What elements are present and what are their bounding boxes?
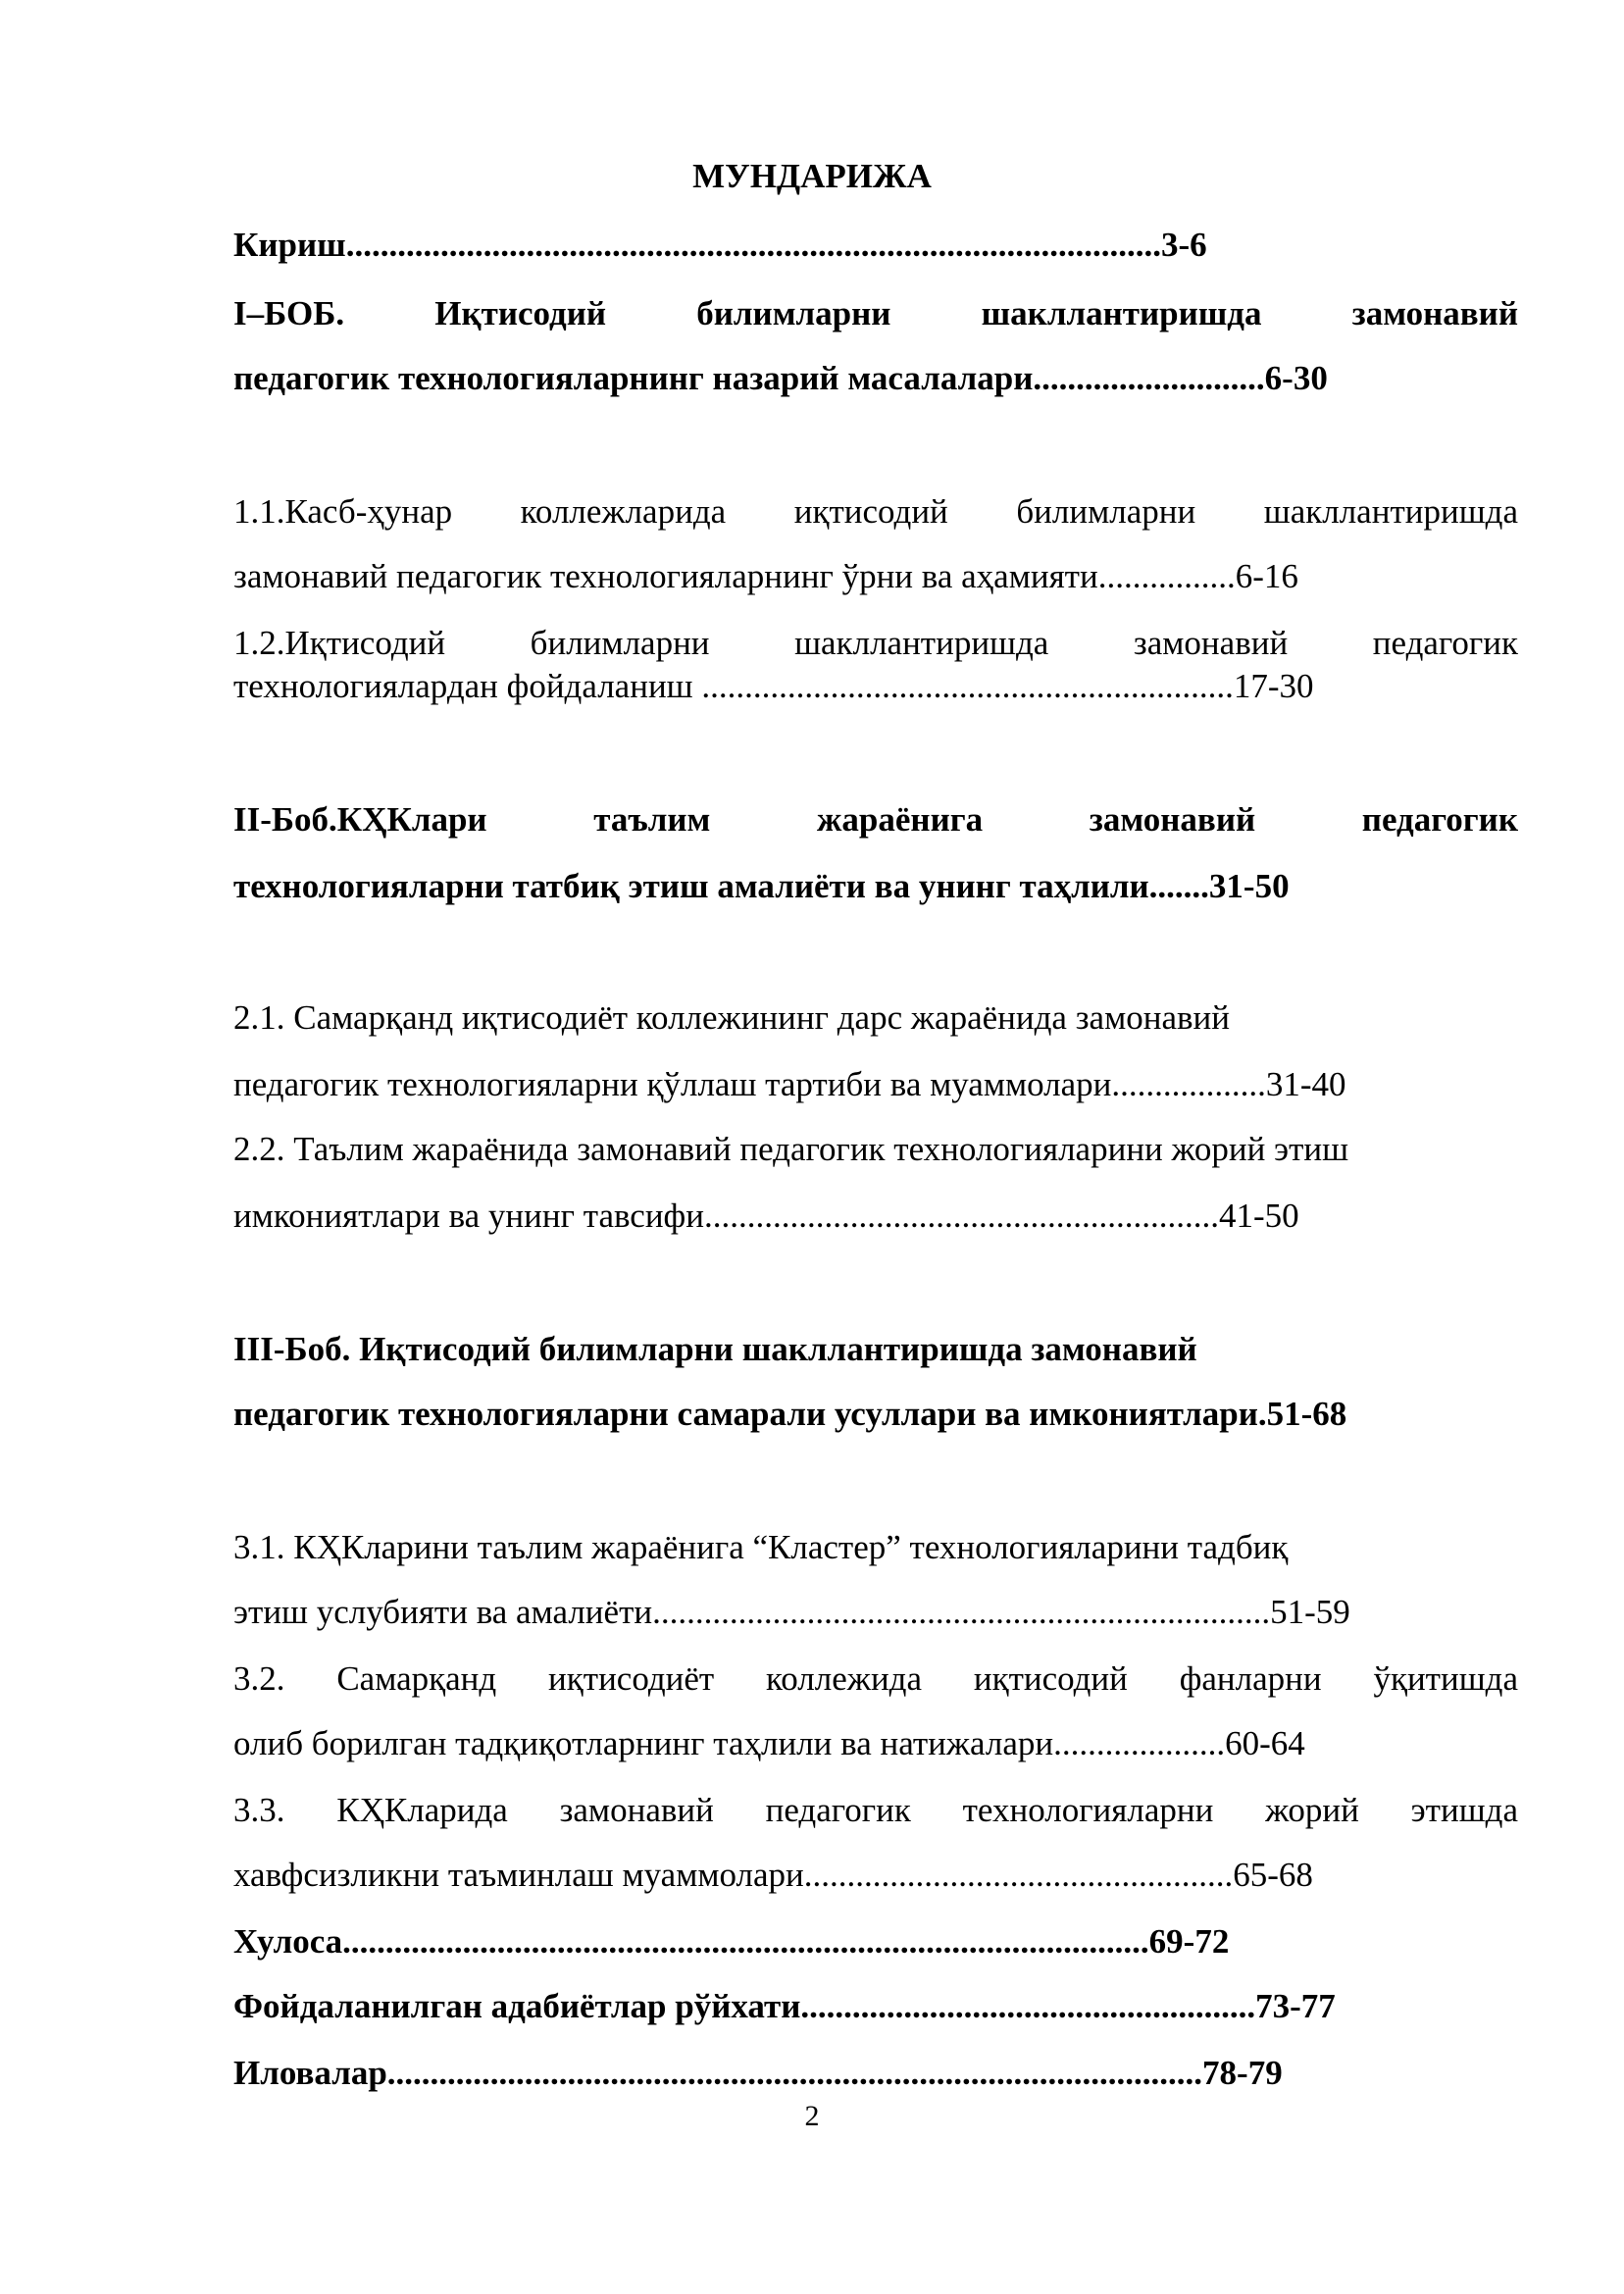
toc-section-3-3-line-1: 3.3. КҲКларида замонавий педагогик технологияларни жорий этишда: [233, 1791, 1518, 1829]
toc-section-1-2-line-2: технологиялардан фойдаланиш ..............................................................17-30: [233, 667, 1314, 705]
toc-section-3-2-line-1: 3.2. Самарқанд иқтисодиёт коллежида иқтисодий фанларни ўқитишда: [233, 1659, 1518, 1698]
toc-section-2-1-line-1: 2.1. Самарқанд иқтисодиёт коллежининг дарс жараёнида замонавий: [233, 998, 1230, 1037]
toc-section-3-1-line-1: 3.1. КҲКларини таълим жараёнига “Кластер” технологияларини тадбиқ: [233, 1528, 1289, 1566]
toc-section-1-1-line-2: замонавий педагогик технологияларнинг ўрни ва аҳамияти................6-16: [233, 557, 1298, 595]
toc-section-2-2-line-1: 2.2. Таълим жараёнида замонавий педагогик технологияларини жорий этиш: [233, 1130, 1349, 1168]
toc-section-3-1-line-2: этиш услубияти ва амалиёти........................................................................51-59: [233, 1593, 1350, 1631]
toc-section-2-1-line-2: педагогик технологияларни қўллаш тартиби ва муаммолари..................31-40: [233, 1065, 1346, 1103]
toc-chapter-3-line-2: педагогик технологияларни самарали усуллари ва имкониятлари.51-68: [233, 1395, 1347, 1433]
toc-entry-introduction: Кириш...............................................................................................3-6: [233, 226, 1207, 264]
toc-chapter-2-line-1: II-Боб.КҲКлари таълим жараёнига замонавий педагогик: [233, 800, 1518, 839]
toc-section-3-3-line-2: хавфсизликни таъминлаш муаммолари..................................................65-68: [233, 1856, 1313, 1894]
toc-entry-conclusion: Хулоса..............................................................................................69-72: [233, 1922, 1230, 1961]
page-title: МУНДАРИЖА: [692, 157, 932, 195]
toc-entry-references: Фойдаланилган адабиётлар рўйхати.....................................................73-77: [233, 1987, 1336, 2025]
toc-chapter-3-line-1: III-Боб. Иқтисодий билимларни шакллантиришда замонавий: [233, 1330, 1197, 1368]
toc-entry-appendices: Иловалар...............................................................................................78-79: [233, 2054, 1283, 2092]
toc-section-2-2-line-2: имкониятлари ва унинг тавсифи............................................................41-50: [233, 1197, 1299, 1235]
toc-chapter-2-line-2: технологияларни татбиқ этиш амалиёти ва унинг таҳлили.......31-50: [233, 867, 1290, 905]
toc-section-3-2-line-2: олиб борилган тадқиқотларнинг таҳлили ва натижалари....................60-64: [233, 1724, 1305, 1762]
toc-section-1-1-line-1: 1.1.Касб-ҳунар коллежларида иқтисодий билимларни шакллантиришда: [233, 492, 1518, 531]
page-number: 2: [804, 2100, 820, 2132]
toc-chapter-1-line-2: педагогик технологияларнинг назарий масалалари...........................6-30: [233, 359, 1328, 397]
toc-chapter-1-line-1: I–БОБ. Иқтисодий билимларни шакллантиришда замонавий: [233, 294, 1518, 332]
toc-section-1-2-line-1: 1.2.Иқтисодий билимларни шакллантиришда замонавий педагогик: [233, 624, 1518, 662]
